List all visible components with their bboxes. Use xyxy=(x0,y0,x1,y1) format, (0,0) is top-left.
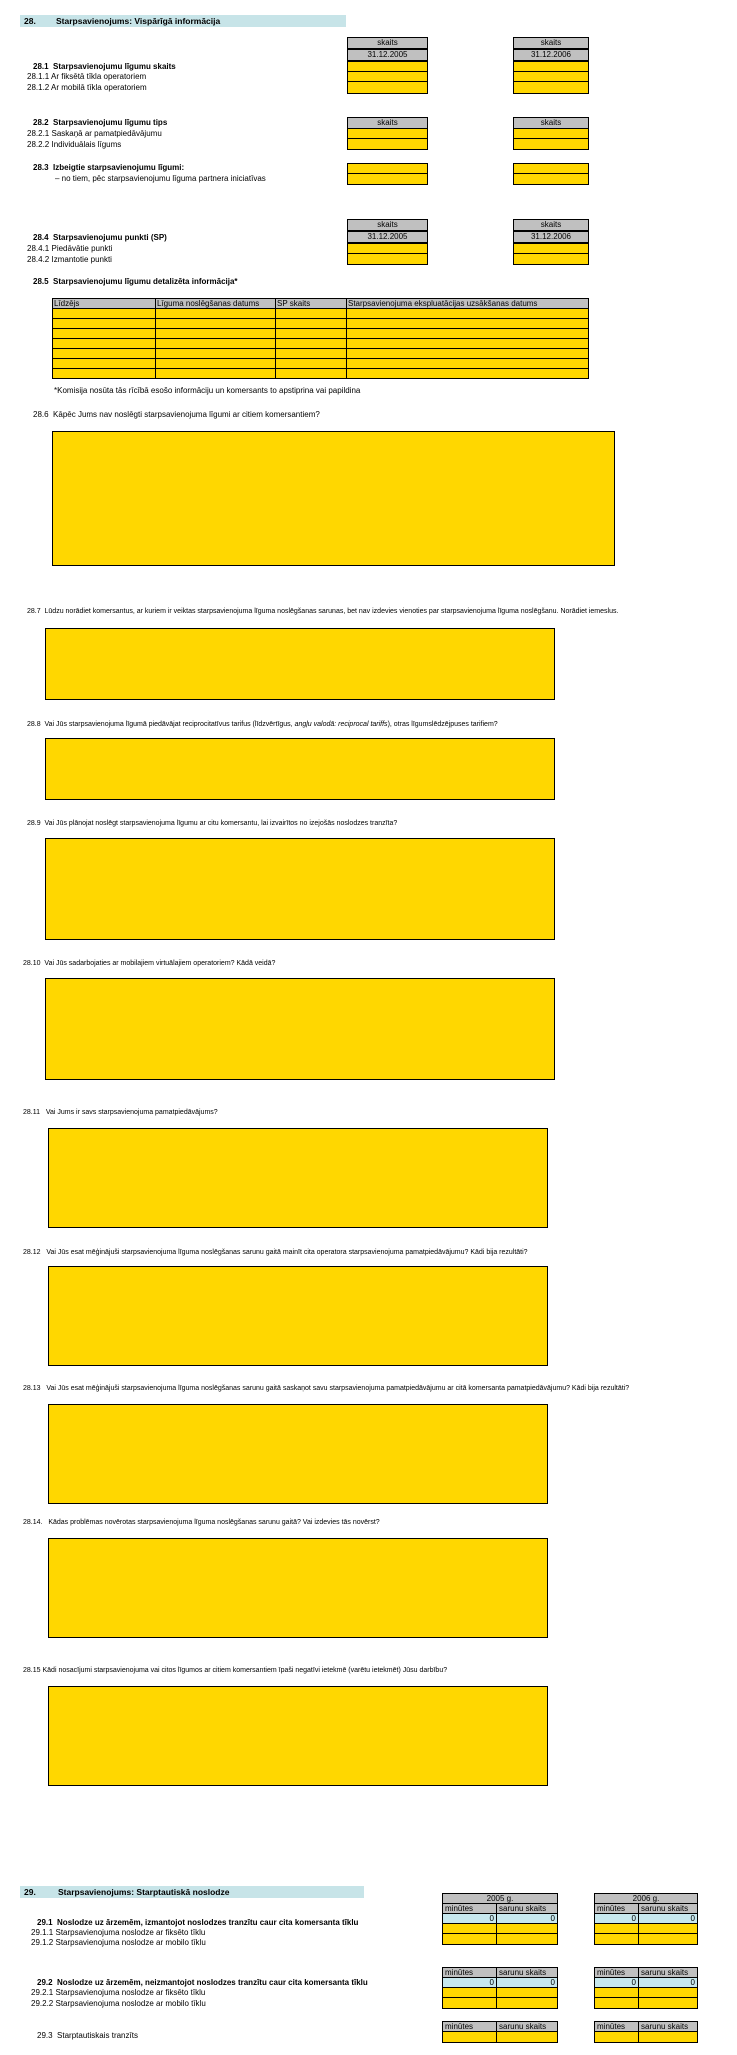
section-number: 28. xyxy=(24,16,36,26)
year-header-2006: 2006 g. xyxy=(594,1893,698,1904)
item-28-2-1-label: 28.2.1 Saskaņā ar pamatpiedāvājumu xyxy=(27,129,162,138)
col-header-count-2006-c: sarunu skaits xyxy=(638,2021,698,2032)
question-28-11: 28.11 Vai Jums ir savs starpsavienojuma pamatpiedāvājums? xyxy=(23,1109,218,1116)
input-29-1-2-count-2006[interactable] xyxy=(638,1933,698,1945)
table-cell[interactable] xyxy=(276,339,347,349)
year-header-2005: 2005 g. xyxy=(442,1893,558,1904)
table-cell[interactable] xyxy=(53,359,156,369)
table-cell[interactable] xyxy=(156,339,276,349)
table-cell[interactable] xyxy=(156,359,276,369)
value-29-1-count-2006: 0 xyxy=(638,1913,698,1924)
value-29-2-minutes-2005: 0 xyxy=(442,1977,497,1988)
answer-28-13-textarea[interactable] xyxy=(48,1404,548,1504)
input-28-1-2-2006[interactable] xyxy=(513,81,589,94)
input-28-4-2-2005[interactable] xyxy=(347,253,428,265)
input-28-2-2-2005[interactable] xyxy=(347,138,428,150)
section-29-header xyxy=(20,1886,364,1898)
item-28-4-label: 28.4 Starpsavienojumu punkti (SP) xyxy=(33,233,167,242)
table-cell[interactable] xyxy=(53,369,156,379)
section-28-header xyxy=(20,15,346,27)
table-cell[interactable] xyxy=(347,329,589,339)
table-cell[interactable] xyxy=(156,319,276,329)
value-29-1-count-2005: 0 xyxy=(496,1913,558,1924)
table-footnote: *Komisija nosūta tās rīcībā esošo informāciju un komersants to apstiprina vai papildina xyxy=(54,386,361,395)
input-29-1-2-minutes-2006[interactable] xyxy=(594,1933,639,1945)
table-cell[interactable] xyxy=(347,369,589,379)
table-cell[interactable] xyxy=(347,349,589,359)
table-row xyxy=(53,329,589,339)
item-28-4-1-label: 28.4.1 Piedāvātie punkti xyxy=(27,244,113,253)
input-29-3-count-2006[interactable] xyxy=(638,2031,698,2043)
question-28-7: 28.7 Lūdzu norādiet komersantus, ar kuriem ir veiktas starpsavienojuma līguma noslēgšanas sarunas, bet nav izdevies vienoties par starpsavienojuma līguma noslēgšanu. Norādiet iemeslus. xyxy=(27,608,619,615)
input-29-1-2-count-2005[interactable] xyxy=(496,1933,558,1945)
question-28-10: 28.10 Vai Jūs sadarbojaties ar mobilajiem virtuālajiem operatoriem? Kādā veidā? xyxy=(23,960,276,967)
input-29-2-2-count-2006[interactable] xyxy=(638,1997,698,2009)
col-header-skaits-2006-b: skaits xyxy=(513,117,589,129)
table-cell[interactable] xyxy=(156,309,276,319)
answer-28-14-textarea[interactable] xyxy=(48,1538,548,1638)
col-header-date-2005-c: 31.12.2005 xyxy=(347,231,428,243)
input-29-3-minutes-2006[interactable] xyxy=(594,2031,639,2043)
table-cell[interactable] xyxy=(53,349,156,359)
input-28-4-2-2006[interactable] xyxy=(513,253,589,265)
table-cell[interactable] xyxy=(347,309,589,319)
table-cell[interactable] xyxy=(276,369,347,379)
table-row xyxy=(53,309,589,319)
item-28-2-label: 28.2 Starpsavienojumu līgumu tips xyxy=(33,118,168,127)
input-29-2-2-minutes-2005[interactable] xyxy=(442,1997,497,2009)
table-cell[interactable] xyxy=(276,329,347,339)
table-cell[interactable] xyxy=(276,319,347,329)
section-number: 29. xyxy=(24,1887,36,1897)
value-29-2-count-2006: 0 xyxy=(638,1977,698,1988)
col-header-minutes-2005: minūtes xyxy=(442,1903,497,1914)
item-29-2-label: 29.2 Noslodze uz ārzemēm, neizmantojot noslodzes tranzītu caur cita komersanta tīklu xyxy=(37,1978,368,1987)
table-row xyxy=(53,359,589,369)
value-29-1-minutes-2006: 0 xyxy=(594,1913,639,1924)
table-row xyxy=(53,369,589,379)
table-row xyxy=(53,319,589,329)
col-header-minutes-2006-b: minūtes xyxy=(594,1967,639,1978)
agreements-detail-table xyxy=(52,298,589,379)
value-29-2-count-2005: 0 xyxy=(496,1977,558,1988)
col-header-count-2005-b: sarunu skaits xyxy=(496,1967,558,1978)
input-28-1-2-2005[interactable] xyxy=(347,81,428,94)
table-cell[interactable] xyxy=(53,319,156,329)
section-title: Starpsavienojums: Starptautiskā noslodze xyxy=(58,1887,230,1897)
question-28-14: 28.14. Kādas problēmas novērotas starpsavienojuma līguma noslēgšanas sarunu gaitā? Vai izdevies tās novērst? xyxy=(23,1519,380,1526)
answer-28-9-textarea[interactable] xyxy=(45,838,555,940)
table-row xyxy=(53,339,589,349)
table-cell[interactable] xyxy=(276,359,347,369)
item-28-5-label: 28.5 Starpsavienojumu līgumu detalizēta informācija* xyxy=(33,277,238,286)
input-29-3-minutes-2005[interactable] xyxy=(442,2031,497,2043)
table-cell[interactable] xyxy=(347,339,589,349)
answer-28-8-textarea[interactable] xyxy=(45,738,555,800)
item-29-2-2-label: 29.2.2 Starpsavienojuma noslodze ar mobilo tīklu xyxy=(31,1999,206,2008)
table-cell[interactable] xyxy=(276,349,347,359)
value-29-1-minutes-2005: 0 xyxy=(442,1913,497,1924)
answer-28-11-textarea[interactable] xyxy=(48,1128,548,1228)
input-28-2-2-2006[interactable] xyxy=(513,138,589,150)
question-28-13: 28.13 Vai Jūs esat mēģinājuši starpsavienojuma līguma noslēgšanas sarunu gaitā saskaņot savu starpsavienojuma pamatpiedāvājumu ar citā komersanta pamatpiedāvājumu? Kādi bija rezultāti? xyxy=(23,1385,630,1392)
table-cell[interactable] xyxy=(156,329,276,339)
col-header-count-2005-c: sarunu skaits xyxy=(496,2021,558,2032)
col-header-date-2005: 31.12.2005 xyxy=(347,49,428,61)
input-29-3-count-2005[interactable] xyxy=(496,2031,558,2043)
item-28-1-1-label: 28.1.1 Ar fiksētā tīkla operatoriem xyxy=(27,72,147,81)
input-29-1-2-minutes-2005[interactable] xyxy=(442,1933,497,1945)
table-cell[interactable] xyxy=(276,309,347,319)
table-header: Līguma noslēgšanas datums xyxy=(156,299,276,309)
item-28-1-label: 28.1 Starpsavienojumu līgumu skaits xyxy=(33,62,176,71)
item-28-3-sub-label: – no tiem, pēc starpsavienojumu līguma partnera iniciatīvas xyxy=(55,174,266,183)
input-28-3-sub-2005[interactable] xyxy=(347,173,428,185)
col-header-minutes-2006: minūtes xyxy=(594,1903,639,1914)
item-28-2-2-label: 28.2.2 Individuālais līgums xyxy=(27,140,122,149)
col-header-date-2006-c: 31.12.2006 xyxy=(513,231,589,243)
question-28-12: 28.12 Vai Jūs esat mēģinājuši starpsavienojuma līguma noslēgšanas sarunu gaitā mainīt cita operatora starpsavienojuma pamatpiedāvājumu? Kādi bija rezultāti? xyxy=(23,1249,528,1256)
input-28-3-sub-2006[interactable] xyxy=(513,173,589,185)
item-29-3-label: 29.3 Starptautiskais tranzīts xyxy=(37,2031,138,2040)
table-header: Līdzējs xyxy=(53,299,156,309)
col-header-skaits-2006: skaits xyxy=(513,37,589,49)
question-28-8: 28.8 Vai Jūs starpsavienojuma līgumā piedāvājat reciprocitatīvus tarifus (līdzvērtīgus, angļu valodā: reciprocal tariffs), otras līgumslēdzējpuses tarifiem? xyxy=(27,721,498,728)
answer-28-12-textarea[interactable] xyxy=(48,1266,548,1366)
table-cell[interactable] xyxy=(347,359,589,369)
col-header-count-2006-b: sarunu skaits xyxy=(638,1967,698,1978)
question-28-6: 28.6 Kāpēc Jums nav noslēgti starpsavienojuma līgumi ar citiem komersantiem? xyxy=(33,410,320,419)
question-28-9: 28.9 Vai Jūs plānojat noslēgt starpsavienojuma līgumu ar citu komersantu, lai izvairītos no izejošās noslodzes tranzīta? xyxy=(27,820,398,827)
value-29-2-minutes-2006: 0 xyxy=(594,1977,639,1988)
table-header: Starpsavienojuma ekspluatācijas uzsākšanas datums xyxy=(347,299,589,309)
item-29-1-1-label: 29.1.1 Starpsavienojuma noslodze ar fiksēto tīklu xyxy=(31,1928,206,1937)
answer-28-7-textarea[interactable] xyxy=(45,628,555,700)
input-29-2-2-minutes-2006[interactable] xyxy=(594,1997,639,2009)
col-header-minutes-2005-c: minūtes xyxy=(442,2021,497,2032)
item-28-3-label: 28.3 Izbeigtie starpsavienojumu līgumi: xyxy=(33,163,185,172)
col-header-minutes-2005-b: minūtes xyxy=(442,1967,497,1978)
col-header-skaits-2005: skaits xyxy=(347,37,428,49)
item-29-2-1-label: 29.2.1 Starpsavienojuma noslodze ar fiksēto tīklu xyxy=(31,1988,206,1997)
table-cell[interactable] xyxy=(53,329,156,339)
answer-28-15-textarea[interactable] xyxy=(48,1686,548,1786)
input-29-2-2-count-2005[interactable] xyxy=(496,1997,558,2009)
col-header-date-2006: 31.12.2006 xyxy=(513,49,589,61)
item-29-1-label: 29.1 Noslodze uz ārzemēm, izmantojot noslodzes tranzītu caur cita komersanta tīklu xyxy=(37,1918,359,1927)
answer-28-6-textarea[interactable] xyxy=(52,431,615,566)
table-cell[interactable] xyxy=(53,339,156,349)
table-header: SP skaits xyxy=(276,299,347,309)
question-28-15: 28.15 Kādi nosacījumi starpsavienojuma vai citos līgumos ar citiem komersantiem īpaši negatīvi ietekmē (varētu ietekmēt) Jūsu darbību? xyxy=(23,1667,448,1674)
table-cell[interactable] xyxy=(156,369,276,379)
table-row xyxy=(53,349,589,359)
col-header-count-2005: sarunu skaits xyxy=(496,1903,558,1914)
table-cell[interactable] xyxy=(156,349,276,359)
col-header-skaits-2005-c: skaits xyxy=(347,219,428,231)
col-header-skaits-2005-b: skaits xyxy=(347,117,428,129)
section-title: Starpsavienojums: Vispārīgā informācija xyxy=(56,16,221,26)
item-28-1-2-label: 28.1.2 Ar mobilā tīkla operatoriem xyxy=(27,83,147,92)
col-header-minutes-2006-c: minūtes xyxy=(594,2021,639,2032)
table-cell[interactable] xyxy=(347,319,589,329)
col-header-count-2006: sarunu skaits xyxy=(638,1903,698,1914)
col-header-skaits-2006-c: skaits xyxy=(513,219,589,231)
item-29-1-2-label: 29.1.2 Starpsavienojuma noslodze ar mobilo tīklu xyxy=(31,1938,206,1947)
item-28-4-2-label: 28.4.2 Izmantotie punkti xyxy=(27,255,112,264)
answer-28-10-textarea[interactable] xyxy=(45,978,555,1080)
table-cell[interactable] xyxy=(53,309,156,319)
